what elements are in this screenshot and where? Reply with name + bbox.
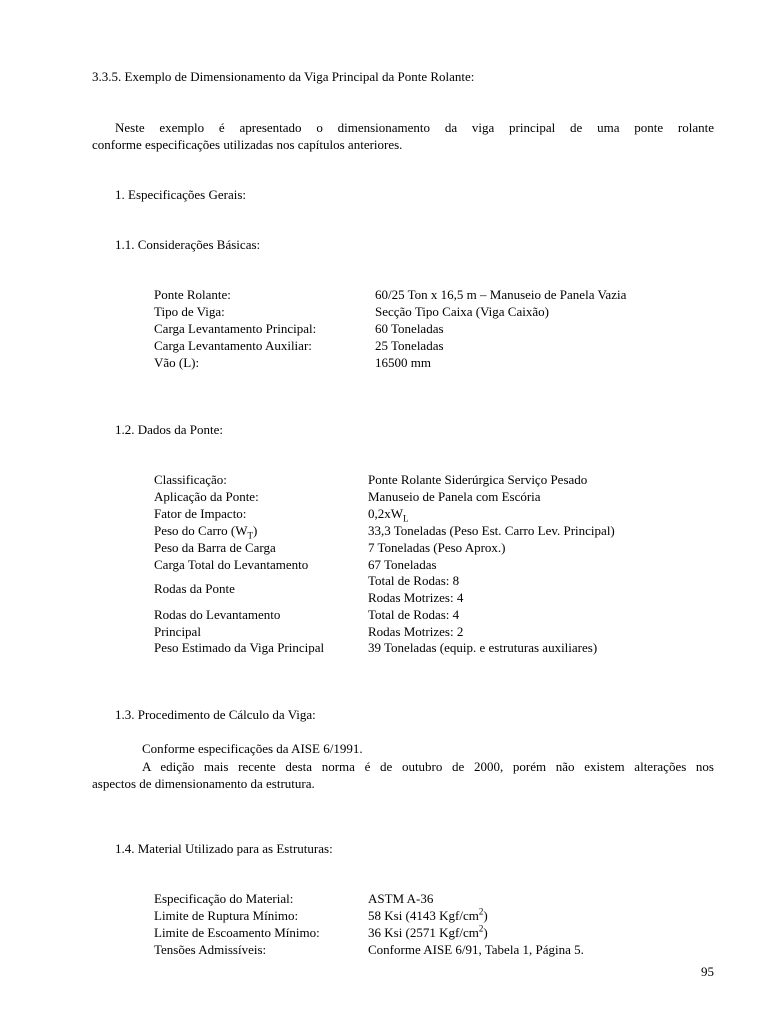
spec-label: Vão (L):	[154, 355, 200, 370]
data-row-peso-barra	[0, 540, 768, 557]
procedure-line-1: Conforme especificações da AISE 6/1991.	[142, 741, 363, 756]
material-value-superscript: 2	[478, 906, 484, 917]
subsection-1-3-title: 1.3. Procedimento de Cálculo da Viga:	[115, 707, 316, 722]
data-row-classificacao	[0, 472, 768, 489]
data-row-peso-viga	[0, 640, 768, 657]
spec-row-vao	[0, 355, 768, 372]
data-value: Manuseio de Panela com Escória	[368, 489, 541, 504]
data-value: 7 Toneladas (Peso Aprox.)	[368, 540, 506, 555]
material-value-main: 36 Ksi (2571 Kgf/cm	[368, 925, 479, 940]
spec-row-carga-principal	[0, 321, 768, 338]
spec-value: 60/25 Ton x 16,5 m – Manuseio de Panela Vazia	[375, 287, 627, 302]
data-value-line-1: Total de Rodas: 4	[368, 607, 460, 622]
data-label: Carga Total do Levantamento	[154, 557, 309, 572]
data-value-subscript: L	[403, 513, 409, 524]
material-row-escoamento	[0, 925, 768, 942]
data-label: Rodas da Ponte	[154, 581, 235, 596]
material-label: Especificação do Material:	[154, 891, 294, 906]
material-value-superscript: 2	[478, 923, 484, 934]
material-value-main: 58 Ksi (4143 Kgf/cm	[368, 908, 479, 923]
material-value-close: )	[483, 908, 488, 923]
material-value-close: )	[483, 925, 488, 940]
spec-value: 16500 mm	[375, 355, 431, 370]
data-label-line-2: Principal	[154, 624, 201, 639]
data-label: Fator de Impacto:	[154, 506, 247, 521]
data-value: 33,3 Toneladas (Peso Est. Carro Lev. Principal)	[368, 523, 615, 538]
material-label: Tensões Admissíveis:	[154, 942, 267, 957]
spec-label: Tipo de Viga:	[154, 304, 225, 319]
spec-label: Ponte Rolante:	[154, 287, 231, 302]
data-value-line-1: Total de Rodas: 8	[368, 573, 460, 588]
data-label: Classificação:	[154, 472, 227, 487]
material-label: Limite de Ruptura Mínimo:	[154, 908, 299, 923]
material-value	[368, 908, 488, 924]
data-value: Ponte Rolante Siderúrgica Serviço Pesado	[368, 472, 588, 487]
spec-label: Carga Levantamento Auxiliar:	[154, 338, 312, 353]
data-value-main: 0,2xW	[368, 506, 404, 521]
data-row-rodas-ponte	[0, 573, 768, 607]
data-label-close: )	[253, 523, 258, 538]
data-label: Peso da Barra de Carga	[154, 540, 276, 555]
data-row-carga-total	[0, 557, 768, 574]
data-value: 39 Toneladas (equip. e estruturas auxiliares)	[368, 640, 598, 655]
data-row-rodas-levantamento	[0, 607, 768, 641]
spec-row-tipo-viga	[0, 304, 768, 321]
data-row-peso-carro	[0, 523, 768, 540]
data-label	[154, 523, 257, 539]
data-label-subscript: T	[247, 530, 254, 541]
procedure-line-2: A edição mais recente desta norma é de outubro de 2000, porém não existem alterações nos	[142, 759, 714, 774]
section-1-title: 1. Especificações Gerais:	[115, 187, 247, 202]
material-value: ASTM A-36	[368, 891, 434, 906]
material-row-tensoes	[0, 942, 768, 959]
data-value	[368, 506, 409, 522]
material-row-ruptura	[0, 908, 768, 925]
material-value	[368, 925, 488, 941]
data-label: Peso Estimado da Viga Principal	[154, 640, 325, 655]
intro-line-1: Neste exemplo é apresentado o dimensionamento da viga principal de uma ponte rolante	[115, 120, 714, 135]
page-number: 95	[701, 964, 714, 979]
intro-paragraph	[92, 119, 714, 153]
data-value-line-2: Rodas Motrizes: 2	[368, 624, 464, 639]
procedure-line-3: aspectos de dimensionamento da estrutura.	[92, 776, 315, 791]
spec-label: Carga Levantamento Principal:	[154, 321, 317, 336]
procedure-paragraph	[92, 758, 714, 792]
subsection-1-2-title: 1.2. Dados da Ponte:	[115, 422, 223, 437]
spec-row-ponte-rolante	[0, 287, 768, 304]
data-value: 67 Toneladas	[368, 557, 437, 572]
spec-value: 60 Toneladas	[375, 321, 444, 336]
data-label: Aplicação da Ponte:	[154, 489, 259, 504]
section-heading: 3.3.5. Exemplo de Dimensionamento da Viga Principal da Ponte Rolante:	[92, 69, 475, 84]
data-value-line-2: Rodas Motrizes: 4	[368, 590, 464, 605]
material-value: Conforme AISE 6/91, Tabela 1, Página 5.	[368, 942, 584, 957]
data-label-main: Peso do Carro (W	[154, 523, 248, 538]
spec-value: Secção Tipo Caixa (Viga Caixão)	[375, 304, 549, 319]
data-label-line-1: Rodas do Levantamento	[154, 607, 281, 622]
spec-value: 25 Toneladas	[375, 338, 444, 353]
intro-line-2: conforme especificações utilizadas nos capítulos anteriores.	[92, 137, 403, 152]
subsection-1-4-title: 1.4. Material Utilizado para as Estruturas:	[115, 841, 333, 856]
spec-row-carga-auxiliar	[0, 338, 768, 355]
material-label: Limite de Escoamento Mínimo:	[154, 925, 320, 940]
data-row-fator-impacto	[0, 506, 768, 523]
material-row-especificacao	[0, 891, 768, 908]
data-row-aplicacao	[0, 489, 768, 506]
subsection-1-1-title: 1.1. Considerações Básicas:	[115, 237, 261, 252]
